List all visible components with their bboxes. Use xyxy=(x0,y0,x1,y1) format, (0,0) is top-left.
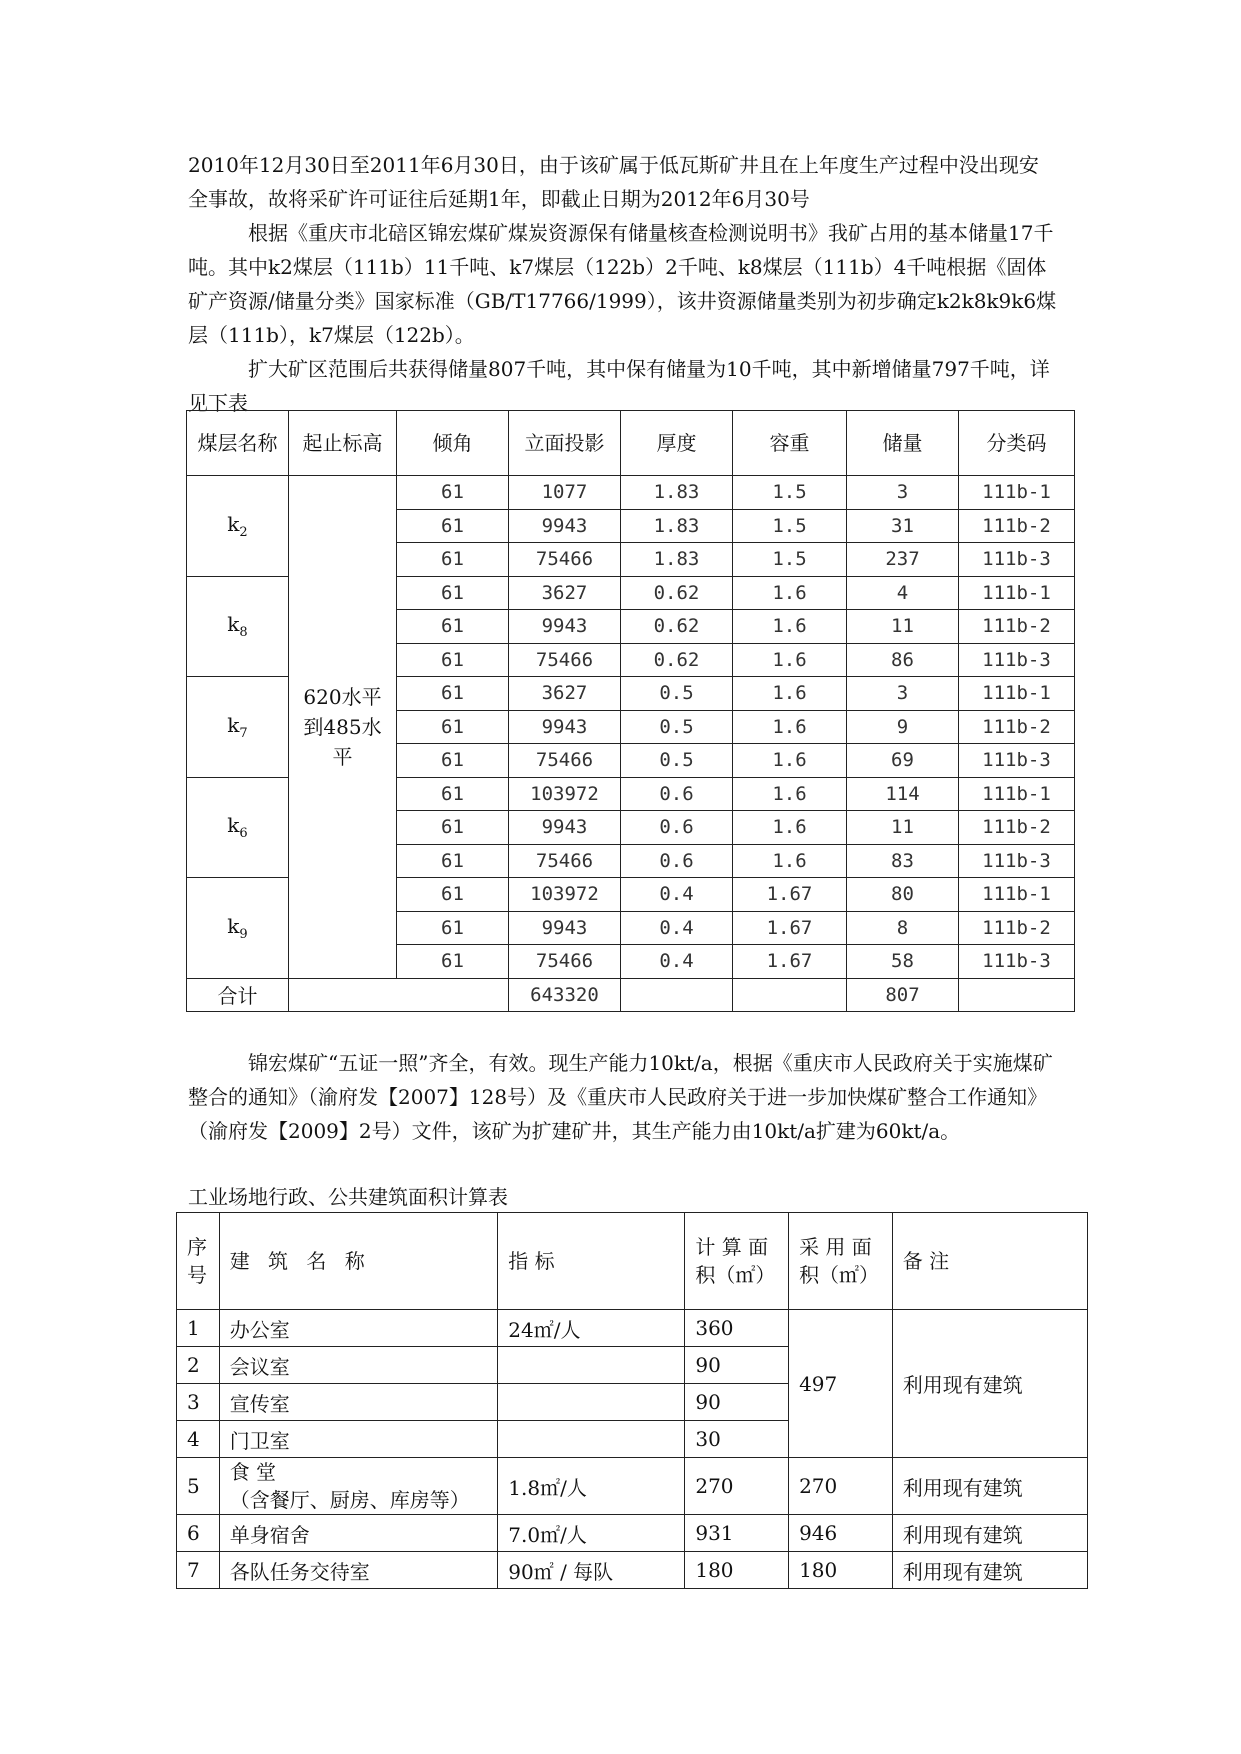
class-code-cell: 111b-3 xyxy=(959,844,1075,878)
total-blank xyxy=(621,978,733,1012)
class-code-cell: 111b-2 xyxy=(959,710,1075,744)
projection-cell: 75466 xyxy=(509,744,621,778)
reserve-cell: 69 xyxy=(847,744,959,778)
area-index: 1.8㎡/人 xyxy=(498,1458,685,1515)
density-cell: 1.5 xyxy=(733,476,847,510)
thickness-cell: 0.6 xyxy=(621,777,733,811)
dip-angle-cell: 61 xyxy=(397,576,509,610)
class-code-cell: 111b-2 xyxy=(959,811,1075,845)
intro-paragraph-1: 2010年12月30日至2011年6月30日，由于该矿属于低瓦斯矿井且在上年度生产过程中没出现安全事故，故将采矿许可证往后延期1年，即截止日期为2012年6月30号 xyxy=(188,153,1039,211)
total-blank xyxy=(289,978,509,1012)
calc-area: 180 xyxy=(685,1552,789,1589)
reserve-cell: 83 xyxy=(847,844,959,878)
building-name: 各队任务交待室 xyxy=(219,1552,498,1589)
reserve-cell: 80 xyxy=(847,878,959,912)
dip-angle-cell: 61 xyxy=(397,844,509,878)
thickness-cell: 0.62 xyxy=(621,610,733,644)
table-row xyxy=(177,1552,1088,1589)
thickness-cell: 0.5 xyxy=(621,744,733,778)
total-blank xyxy=(733,978,847,1012)
building-name: 办公室 xyxy=(219,1310,498,1347)
header-seam-name: 煤层名称 xyxy=(187,411,289,476)
total-row xyxy=(187,978,1075,1012)
header-used-area: 采 用 面 积（㎡） xyxy=(789,1213,893,1310)
dip-angle-cell: 61 xyxy=(397,777,509,811)
class-code-cell: 111b-1 xyxy=(959,777,1075,811)
row-number: 6 xyxy=(177,1515,220,1552)
density-cell: 1.5 xyxy=(733,543,847,577)
dip-angle-cell: 61 xyxy=(397,911,509,945)
table-row xyxy=(187,476,1075,510)
area-index xyxy=(498,1421,685,1458)
reserve-cell: 3 xyxy=(847,476,959,510)
dip-angle-cell: 61 xyxy=(397,945,509,979)
seam-subscript: 8 xyxy=(239,625,248,641)
reserve-cell: 237 xyxy=(847,543,959,577)
area-index: 7.0㎡/人 xyxy=(498,1515,685,1552)
building-table-caption: 工业场地行政、公共建筑面积计算表 xyxy=(188,1185,508,1209)
density-cell: 1.6 xyxy=(733,710,847,744)
remark: 利用现有建筑 xyxy=(892,1552,1087,1589)
row-number: 3 xyxy=(177,1384,220,1421)
dip-angle-cell: 61 xyxy=(397,509,509,543)
seam-name: k xyxy=(227,813,240,838)
thickness-cell: 1.83 xyxy=(621,509,733,543)
projection-cell: 9943 xyxy=(509,610,621,644)
building-name-line1: 食 堂 xyxy=(229,1460,277,1484)
elevation-cell: 620水平到485水平 xyxy=(289,476,397,979)
header-remarks: 备 注 xyxy=(892,1213,1087,1310)
building-name: 门卫室 xyxy=(219,1421,498,1458)
reserve-cell: 11 xyxy=(847,811,959,845)
calc-area: 360 xyxy=(685,1310,789,1347)
used-area: 180 xyxy=(789,1552,893,1589)
class-code-cell: 111b-2 xyxy=(959,509,1075,543)
area-index: 24㎡/人 xyxy=(498,1310,685,1347)
reserve-table-body xyxy=(187,411,1075,1012)
dip-angle-cell: 61 xyxy=(397,811,509,845)
header-calc-area: 计 算 面 积（㎡） xyxy=(685,1213,789,1310)
class-code-cell: 111b-3 xyxy=(959,543,1075,577)
projection-cell: 3627 xyxy=(509,576,621,610)
reserve-cell: 4 xyxy=(847,576,959,610)
building-table-body xyxy=(177,1213,1088,1589)
dip-angle-cell: 61 xyxy=(397,476,509,510)
projection-cell: 75466 xyxy=(509,543,621,577)
density-cell: 1.67 xyxy=(733,878,847,912)
density-cell: 1.6 xyxy=(733,610,847,644)
class-code-cell: 111b-2 xyxy=(959,911,1075,945)
total-reserve: 807 xyxy=(847,978,959,1012)
dip-angle-cell: 61 xyxy=(397,878,509,912)
density-cell: 1.6 xyxy=(733,811,847,845)
projection-cell: 75466 xyxy=(509,643,621,677)
thickness-cell: 1.83 xyxy=(621,476,733,510)
row-number: 7 xyxy=(177,1552,220,1589)
density-cell: 1.67 xyxy=(733,945,847,979)
thickness-cell: 0.62 xyxy=(621,576,733,610)
used-area: 946 xyxy=(789,1515,893,1552)
class-code-cell: 111b-3 xyxy=(959,945,1075,979)
table-row xyxy=(177,1310,1088,1347)
seam-name-cell xyxy=(187,476,289,577)
row-number: 5 xyxy=(177,1458,220,1515)
seam-name-cell xyxy=(187,777,289,878)
seam-name: k xyxy=(227,712,240,737)
density-cell: 1.6 xyxy=(733,744,847,778)
calc-area: 270 xyxy=(685,1458,789,1515)
density-cell: 1.6 xyxy=(733,777,847,811)
table-row xyxy=(177,1458,1088,1515)
row-number: 1 xyxy=(177,1310,220,1347)
dip-angle-cell: 61 xyxy=(397,710,509,744)
area-index: 90㎡ / 每队 xyxy=(498,1552,685,1589)
class-code-cell: 111b-1 xyxy=(959,576,1075,610)
reserve-header-row xyxy=(187,411,1075,476)
row-number: 4 xyxy=(177,1421,220,1458)
projection-cell: 9943 xyxy=(509,710,621,744)
building-name xyxy=(219,1458,498,1515)
mine-status-paragraph: 锦宏煤矿“五证一照”齐全，有效。现生产能力10kt/a，根据《重庆市人民政府关于实施煤矿整合的通知》（渝府发【2007】128号）及《重庆市人民政府关于进一步加快煤矿整合工作通知》（渝府发【2009】2号）文件，该矿为扩建矿井，其生产能力由10kt/a扩建为60kt/a。 xyxy=(188,1051,1053,1143)
header-thickness: 厚度 xyxy=(621,411,733,476)
table-row xyxy=(177,1515,1088,1552)
seam-name-cell xyxy=(187,677,289,778)
seam-subscript: 7 xyxy=(239,725,248,741)
header-class-code: 分类码 xyxy=(959,411,1075,476)
area-index xyxy=(498,1347,685,1384)
calc-area: 90 xyxy=(685,1384,789,1421)
projection-cell: 75466 xyxy=(509,844,621,878)
class-code-cell: 111b-1 xyxy=(959,878,1075,912)
seam-subscript: 6 xyxy=(239,826,248,842)
thickness-cell: 1.83 xyxy=(621,543,733,577)
seam-name-cell xyxy=(187,878,289,979)
calc-area: 30 xyxy=(685,1421,789,1458)
intro-paragraph-3: 扩大矿区范围后共获得储量807千吨，其中保有储量为10千吨，其中新增储量797千吨，详见下表 xyxy=(188,357,1050,415)
header-elevation: 起止标高 xyxy=(289,411,397,476)
reserve-cell: 31 xyxy=(847,509,959,543)
class-code-cell: 111b-1 xyxy=(959,476,1075,510)
remark: 利用现有建筑 xyxy=(892,1515,1087,1552)
density-cell: 1.67 xyxy=(733,911,847,945)
header-density: 容重 xyxy=(733,411,847,476)
header-dip-angle: 倾角 xyxy=(397,411,509,476)
calc-area: 931 xyxy=(685,1515,789,1552)
seam-name-cell xyxy=(187,576,289,677)
total-projection: 643320 xyxy=(509,978,621,1012)
density-cell: 1.6 xyxy=(733,677,847,711)
intro-paragraph-2: 根据《重庆市北碚区锦宏煤矿煤炭资源保有储量核查检测说明书》我矿占用的基本储量17千吨。其中k2煤层（111b）11千吨、k7煤层（122b）2千吨、k8煤层（111b）4千吨根据《固体矿产资源/储量分类》国家标准（GB/T17766/1999），该井资源储量类别为初步确定k2k8k9k6煤层（111b），k7煤层（122b）。 xyxy=(188,221,1057,347)
density-cell: 1.6 xyxy=(733,576,847,610)
remark: 利用现有建筑 xyxy=(892,1458,1087,1515)
thickness-cell: 0.6 xyxy=(621,844,733,878)
dip-angle-cell: 61 xyxy=(397,643,509,677)
reserve-cell: 86 xyxy=(847,643,959,677)
thickness-cell: 0.6 xyxy=(621,811,733,845)
density-cell: 1.6 xyxy=(733,643,847,677)
projection-cell: 75466 xyxy=(509,945,621,979)
projection-cell: 103972 xyxy=(509,777,621,811)
header-projection: 立面投影 xyxy=(509,411,621,476)
dip-angle-cell: 61 xyxy=(397,677,509,711)
projection-cell: 3627 xyxy=(509,677,621,711)
header-building-name: 建 筑 名 称 xyxy=(219,1213,498,1310)
header-reserve: 储量 xyxy=(847,411,959,476)
dip-angle-cell: 61 xyxy=(397,543,509,577)
dip-angle-cell: 61 xyxy=(397,744,509,778)
reserve-cell: 8 xyxy=(847,911,959,945)
class-code-cell: 111b-1 xyxy=(959,677,1075,711)
header-number: 序号 xyxy=(177,1213,220,1310)
remark-group: 利用现有建筑 xyxy=(892,1310,1087,1458)
row-number: 2 xyxy=(177,1347,220,1384)
thickness-cell: 0.4 xyxy=(621,911,733,945)
building-area-table xyxy=(176,1212,1088,1589)
thickness-cell: 0.62 xyxy=(621,643,733,677)
reserve-cell: 11 xyxy=(847,610,959,644)
seam-subscript: 9 xyxy=(239,926,248,942)
total-blank xyxy=(959,978,1075,1012)
seam-name: k xyxy=(227,913,240,938)
projection-cell: 9943 xyxy=(509,509,621,543)
reserve-table xyxy=(186,410,1075,1012)
used-area: 270 xyxy=(789,1458,893,1515)
building-name: 宣传室 xyxy=(219,1384,498,1421)
reserve-cell: 58 xyxy=(847,945,959,979)
class-code-cell: 111b-3 xyxy=(959,744,1075,778)
total-label: 合计 xyxy=(187,978,289,1012)
area-index xyxy=(498,1384,685,1421)
thickness-cell: 0.5 xyxy=(621,710,733,744)
seam-subscript: 2 xyxy=(239,524,248,540)
reserve-cell: 9 xyxy=(847,710,959,744)
reserve-cell: 3 xyxy=(847,677,959,711)
class-code-cell: 111b-2 xyxy=(959,610,1075,644)
building-name: 单身宿舍 xyxy=(219,1515,498,1552)
header-index: 指 标 xyxy=(498,1213,685,1310)
seam-name: k xyxy=(227,612,240,637)
projection-cell: 9943 xyxy=(509,911,621,945)
thickness-cell: 0.4 xyxy=(621,878,733,912)
dip-angle-cell: 61 xyxy=(397,610,509,644)
reserve-cell: 114 xyxy=(847,777,959,811)
thickness-cell: 0.4 xyxy=(621,945,733,979)
density-cell: 1.6 xyxy=(733,844,847,878)
used-area-group: 497 xyxy=(789,1310,893,1458)
class-code-cell: 111b-3 xyxy=(959,643,1075,677)
projection-cell: 1077 xyxy=(509,476,621,510)
thickness-cell: 0.5 xyxy=(621,677,733,711)
density-cell: 1.5 xyxy=(733,509,847,543)
building-name-line2: （含餐厅、厨房、库房等） xyxy=(229,1488,470,1512)
calc-area: 90 xyxy=(685,1347,789,1384)
projection-cell: 103972 xyxy=(509,878,621,912)
projection-cell: 9943 xyxy=(509,811,621,845)
seam-name: k xyxy=(227,511,240,536)
building-header-row xyxy=(177,1213,1088,1310)
building-name: 会议室 xyxy=(219,1347,498,1384)
